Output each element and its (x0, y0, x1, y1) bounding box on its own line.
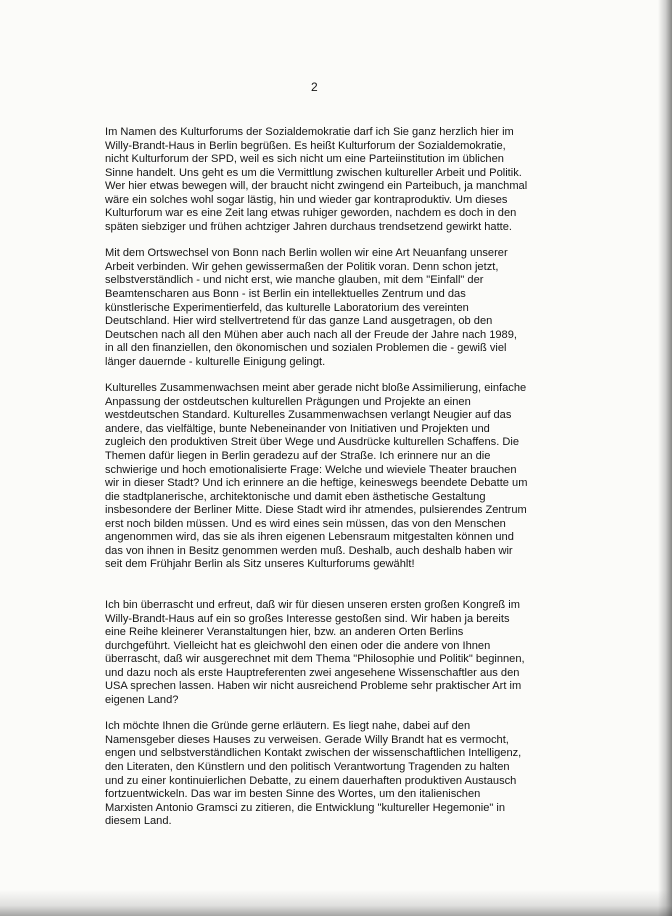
scan-shadow-bottom (0, 890, 672, 916)
page-number: 2 (311, 80, 318, 94)
paragraph-2: Mit dem Ortswechsel von Bonn nach Berlin wollen wir eine Art Neuanfang unserer Arbeit verbinden. Wir gehen gewissermaßen der Politik voran. Denn schon jetzt, selbstverständlich - und nicht erst, wie manche glauben, mit dem "Einfall" der Beamtenscharen aus Bonn - ist Berlin ein intellektuelles Zentrum und das künstlerische Experimentierfeld, das kulturelle Laboratorium des vereinten Deutschland. Hier wird stellvertretend für das ganze Land ausgetragen, ob den Deutschen nach all den Mühen aber auch nach all der Freude der Jahre nach 1989, in all den finanziellen, den ökonomischen und sozialen Problemen die - gewiß viel länger dauernde - kulturelle Einigung gelingt. (105, 247, 517, 368)
paragraph-1: Im Namen des Kulturforums der Sozialdemokratie darf ich Sie ganz herzlich hier im Willy-Brandt-Haus in Berlin begrüßen. Es heißt Kulturforum der Sozialdemokratie, nicht Kulturforum der SPD, weil es sich nicht um eine Parteiinstitution im üblichen Sinne handelt. Uns geht es um die Vermittlung zwischen kultureller Arbeit und Politik. Wer hier etwas bewegen will, der braucht nicht zwingend ein Parteibuch, ja manchmal wäre ein solches wohl sogar lästig, hin und wieder gar kontraproduktiv. Um dieses Kulturforum war es eine Zeit lang etwas ruhiger geworden, nachdem es doch in den späten siebziger und frühen achtziger Jahren durchaus trendsetzend gewirkt hatte. (105, 126, 528, 233)
paragraph-3: Kulturelles Zusammenwachsen meint aber gerade nicht bloße Assimilierung, einfache Anpassung der ostdeutschen kulturellen Prägungen und Projekte an einen westdeutschen Standard. Kulturelles Zusammenwachsen verlangt Neugier auf das andere, das vielfältige, bunte Nebeneinander von Initiativen und Projekten und zugleich den produktiven Streit über Wege und Ausdrücke kulturellen Schaffens. Die Themen dafür liegen in Berlin geradezu auf der Straße. Ich erinnere nur an die schwierige und hoch emotionalisierte Frage: Welche und wieviele Theater brauchen wir in dieser Stadt? Und ich erinnere an die heftige, keineswegs beendete Debatte um die stadtplanerische, architektonische und damit eben ästhetische Gestaltung insbesondere der Berliner Mitte. Diese Stadt wird ihr atmendes, pulsierendes Zentrum erst noch bilden müssen. Und es wird eines sein müssen, das von den Menschen angenommen wird, das sie als ihren eigenen Lebensraum mitgestalten können und das von ihnen in Besitz genommen werden muß. Deshalb, auch deshalb haben wir seit dem Frühjahr Berlin als Sitz unseres Kulturforums gewählt! (105, 382, 528, 571)
paragraph-4: Ich bin überrascht und erfreut, daß wir für diesen unseren ersten großen Kongreß im Willy-Brandt-Haus auf ein so großes Interesse gestoßen sind. Wir haben ja bereits eine Reihe kleinerer Veranstaltungen hier, bzw. an anderen Orten Berlins durchgeführt. Vielleicht hat es gleichwohl den einen oder die andere von Ihnen überrascht, daß wir ausgerechnet mit dem Thema "Philosophie und Politik" beginnen, und dazu noch als erste Hauptreferenten zwei angesehene Wissenschaftler aus den USA sprechen lassen. Haben wir nicht ausreichend Probleme sehr praktischer Art im eigenen Land? (105, 598, 525, 706)
scan-shadow-right (658, 0, 672, 916)
paragraph-5: Ich möchte Ihnen die Gründe gerne erläutern. Es liegt nahe, dabei auf den Namensgeber dieses Hauses zu verweisen. Gerade Willy Brandt hat es vermocht, engen und selbstverständlichen Kontakt zwischen der wissenschaftlichen Intelligenz, den Literaten, den Künstlern und den politisch Verantwortung Tragenden zu halten und zu einer kontinuierlichen Debatte, zu einem dauerhaften produktiven Austausch fortzuentwickeln. Das war im besten Sinne des Wortes, um den italienischen Marxisten Antonio Gramsci zu zitieren, die Entwicklung "kultureller Hegemonie" in diesem Land. (105, 720, 522, 828)
body-text (105, 126, 567, 829)
